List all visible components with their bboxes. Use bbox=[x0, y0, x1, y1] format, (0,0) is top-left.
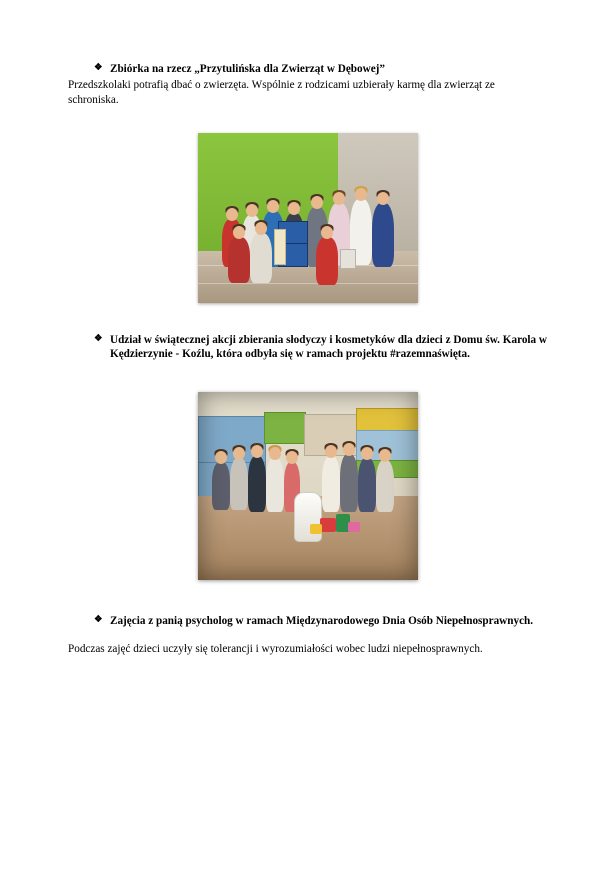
photo2-child bbox=[322, 456, 340, 512]
photo2-child bbox=[212, 462, 230, 510]
photo2-gift bbox=[348, 522, 360, 532]
photo2-child bbox=[358, 458, 376, 512]
photo2-yellow-shelf bbox=[356, 408, 418, 432]
section-paragraph-3: Podczas zajęć dzieci uczyły się tolerancji i wyrozumiałości wobec ludzi niepełnosprawnych. bbox=[68, 642, 483, 655]
bullet-diamond-icon: ❖ bbox=[94, 614, 103, 625]
photo-christmas-collection bbox=[198, 392, 418, 580]
photo1-child bbox=[316, 237, 338, 285]
photo-2-wrapper bbox=[68, 362, 548, 580]
photo2-child bbox=[340, 454, 358, 512]
section-heading-3: Zajęcia z panią psycholog w ramach Międzynarodowego Dnia Osób Niepełnosprawnych. bbox=[110, 614, 534, 627]
photo-1-wrapper bbox=[68, 107, 548, 303]
section-heading-2: Udział w świątecznej akcji zbierania słodyczy i kosmetyków dla dzieci z Domu św. Karola w Kędzierzynie - Koźlu, która odbyła się w ramach projektu #razemnaświęta. bbox=[110, 333, 547, 361]
photo2-gift bbox=[320, 518, 336, 532]
photo2-gift bbox=[310, 524, 322, 534]
section-heading-1: Zbiórka na rzecz „Przytulińska dla Zwierząt w Dębowej” bbox=[110, 63, 385, 75]
photo2-child bbox=[248, 456, 266, 512]
photo1-floor-line bbox=[198, 283, 418, 284]
bullet-diamond-icon: ❖ bbox=[94, 333, 103, 344]
photo-animal-shelter-collection bbox=[198, 133, 418, 303]
bullet-item-2 bbox=[94, 333, 548, 362]
photo1-child bbox=[250, 233, 272, 283]
bullet-diamond-icon: ❖ bbox=[94, 63, 103, 73]
photo2-gift-sack bbox=[294, 492, 322, 542]
photo2-green-panel bbox=[264, 412, 306, 444]
photo1-child bbox=[372, 203, 394, 267]
photo2-child bbox=[376, 460, 394, 512]
document-content bbox=[68, 62, 548, 656]
photo1-pet-food-bag bbox=[274, 229, 286, 265]
photo2-child bbox=[230, 458, 248, 510]
section-paragraph-1: Przedszkolaki potrafią dbać o zwierzęta. Wspólnie z rodzicami uzbierały karmę dla zwierząt ze schroniska. bbox=[68, 79, 495, 106]
bullet-item-1 bbox=[94, 62, 548, 76]
photo1-child bbox=[228, 237, 250, 283]
photo1-pet-food-bag bbox=[340, 249, 356, 269]
photo2-child bbox=[266, 458, 284, 512]
bullet-item-3 bbox=[94, 614, 548, 628]
